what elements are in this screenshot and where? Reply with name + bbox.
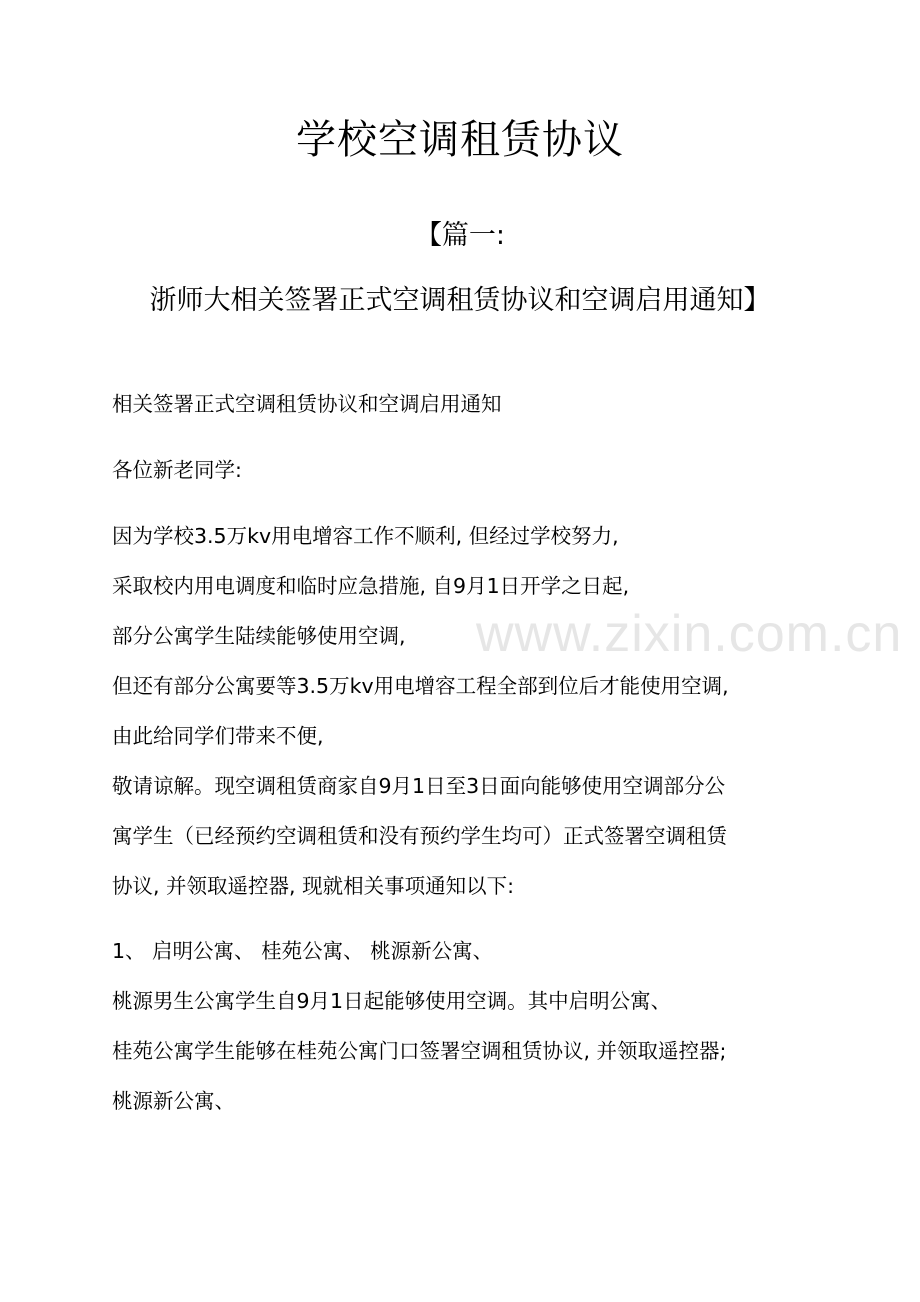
body-line: 相关签署正式空调租赁协议和空调启用通知 xyxy=(112,392,502,416)
body-line: 因为学校3.5万kv用电增容工作不顺利, 但经过学校努力, xyxy=(112,524,619,548)
body-line: 桃源男生公寓学生自9月1日起能够使用空调。其中启明公寓、 xyxy=(112,989,672,1013)
body-line: 但还有部分公寓要等3.5万kv用电增容工程全部到位后才能使用空调, xyxy=(112,674,729,698)
document-title: 学校空调租赁协议 xyxy=(296,117,624,163)
body-line: 敬请谅解。现空调租赁商家自9月1日至3日面向能够使用空调部分公 xyxy=(112,774,726,798)
watermark: www.zixin.com.cn xyxy=(476,605,903,663)
body-line: 桃源新公寓、 xyxy=(112,1089,235,1113)
body-line: 1、 启明公寓、 桂苑公寓、 桃源新公寓、 xyxy=(112,939,494,963)
body-line: 协议, 并领取遥控器, 现就相关事项通知以下: xyxy=(112,874,514,898)
subtitle-line-1: 【篇一: xyxy=(414,220,506,251)
body-line: 各位新老同学: xyxy=(112,458,242,482)
body-line: 由此给同学们带来不便, xyxy=(112,724,324,748)
body-line: 寓学生（已经预约空调租赁和没有预约学生均可）正式签署空调租赁 xyxy=(112,824,727,848)
body-line: 桂苑公寓学生能够在桂苑公寓门口签署空调租赁协议, 并领取遥控器; xyxy=(112,1039,727,1063)
body-line: 部分公寓学生陆续能够使用空调, xyxy=(112,624,406,648)
subtitle-line-2: 浙师大相关签署正式空调租赁协议和空调启用通知】 xyxy=(149,285,771,316)
body-line: 采取校内用电调度和临时应急措施, 自9月1日开学之日起, xyxy=(112,574,630,598)
